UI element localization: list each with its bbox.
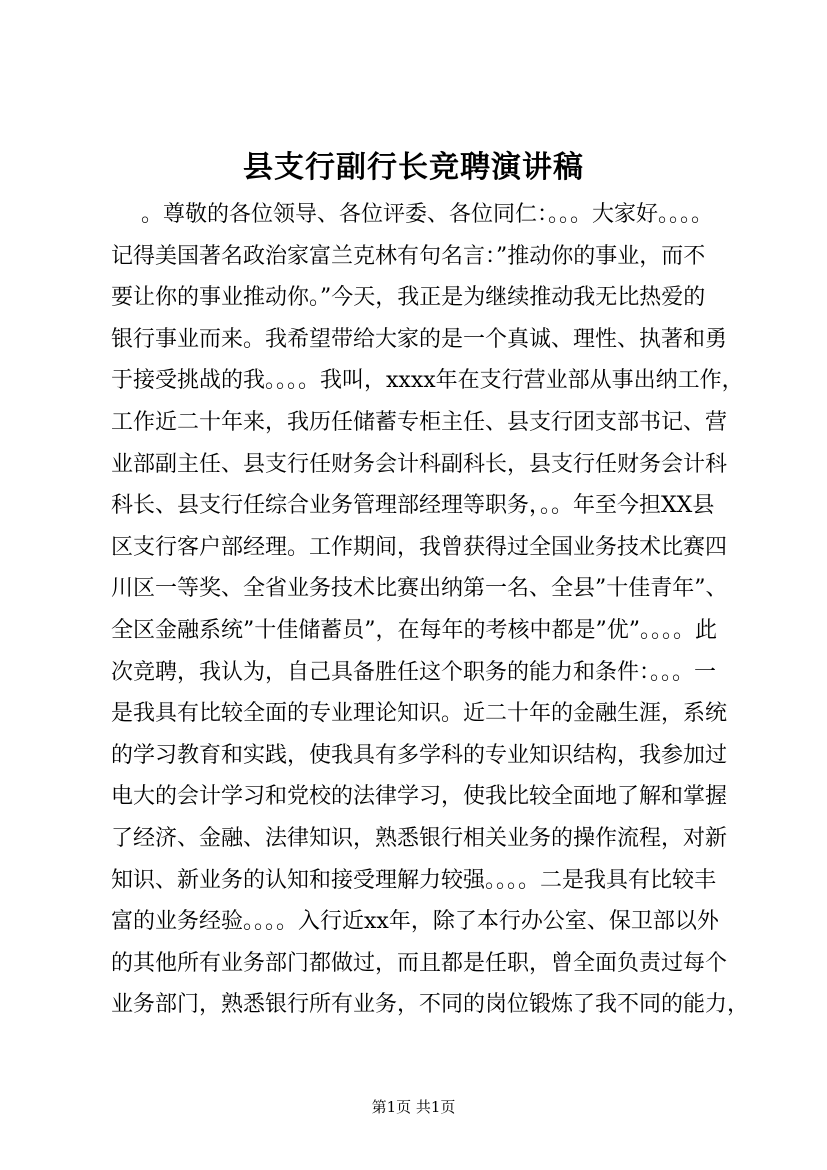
body-line: 业部副主任、县支行任财务会计科副科长，县支行任财务会计科: [111, 451, 728, 477]
body-line: 银行事业而来。我希望带给大家的是一个真诚、理性、执著和勇: [111, 326, 728, 352]
body-line: 于接受挑战的我。。。。我叫，xxxx年在支行营业部从事出纳工作，: [111, 368, 744, 394]
body-line: 电大的会计学习和党校的法律学习，使我比较全面地了解和掌握: [111, 784, 728, 810]
body-line: 知识、新业务的认知和接受理解力较强。。。。二是我具有比较丰: [111, 867, 717, 893]
body-line: 要让你的事业推动你。”今天，我正是为继续推动我无比热爱的: [111, 285, 706, 311]
body-line: 是我具有比较全面的专业理论知识。近二十年的金融生涯，系统: [111, 701, 728, 727]
page-footer: 第1页 共1页: [371, 1098, 456, 1116]
body-line: 了经济、金融、法律知识，熟悉银行相关业务的操作流程，对新: [111, 825, 728, 851]
document-body: [111, 194, 750, 1026]
body-line: 记得美国著名政治家富兰克林有句名言：”推动你的事业，而不: [111, 243, 706, 269]
body-line: 川区一等奖、全省业务技术比赛出纳第一名、全县”十佳青年”、: [111, 576, 728, 602]
body-line: 区支行客户部经理。工作期间，我曾获得过全国业务技术比赛四: [111, 534, 728, 560]
body-line: 的其他所有业务部门都做过，而且都是任职，曾全面负责过每个: [111, 950, 728, 976]
body-line: 。尊敬的各位领导、各位评委、各位同仁：。。。大家好。。。。: [141, 202, 714, 227]
body-line: 工作近二十年来，我历任储蓄专柜主任、县支行团支部书记、营: [111, 409, 728, 435]
body-line: 富的业务经验。。。。入行近xx年，除了本行办公室、保卫部以外: [111, 909, 719, 935]
document-title: 县支行副行长竞聘演讲稿: [243, 150, 584, 185]
body-line: 科长、县支行任综合业务管理部经理等职务，。。年至今担XX县: [111, 493, 715, 519]
body-line: 全区金融系统”十佳储蓄员”，在每年的考核中都是”优”。。。。此: [111, 617, 717, 643]
body-line: 的学习教育和实践，使我具有多学科的专业知识结构，我参加过: [111, 742, 728, 768]
body-line: 业务部门，熟悉银行所有业务，不同的岗位锻炼了我不同的能力，: [111, 992, 750, 1018]
body-line: 次竞聘，我认为，自己具备胜任这个职务的能力和条件：。。。一: [111, 659, 717, 685]
